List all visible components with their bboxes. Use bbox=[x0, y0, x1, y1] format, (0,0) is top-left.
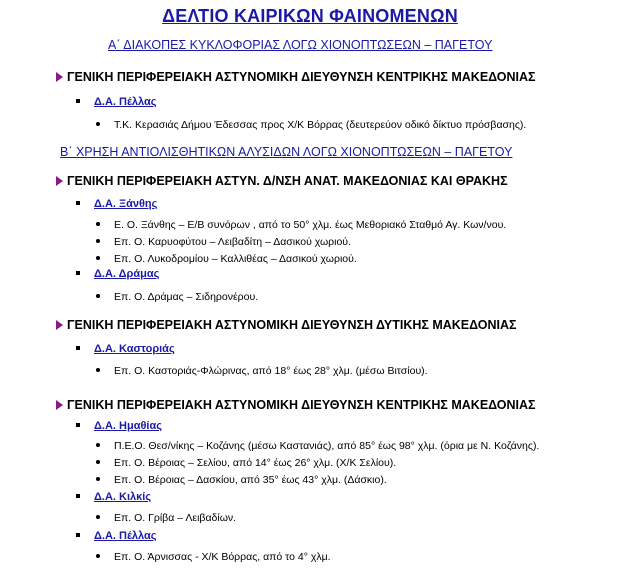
dept-label: Δ.Α. Καστοριάς bbox=[94, 343, 175, 355]
item-text: Τ.Κ. Κερασιάς Δήμου Έδεσσας προς Χ/Κ Βόρρας (δευτερεύον οδικό δίκτυο πρόσβασης). bbox=[114, 119, 527, 131]
directorate-east-macedonia-thrace bbox=[56, 174, 508, 188]
list-item bbox=[96, 474, 387, 486]
square-bullet-icon bbox=[76, 201, 80, 205]
dot-bullet-icon bbox=[96, 443, 100, 447]
dot-bullet-icon bbox=[96, 122, 100, 126]
item-text: Ε. Ο. Ξάνθης – Ε/Β συνόρων , από το 50° χλμ. έως Μεθοριακό Σταθμό Αγ. Κων/νου. bbox=[114, 219, 507, 231]
item-text: Επ. Ο. Καστοριάς-Φλώρινας, από 18° έως 28° χλμ. (μέσω Βιτσίου). bbox=[114, 365, 428, 377]
dot-bullet-icon bbox=[96, 256, 100, 260]
directorate-west-macedonia bbox=[56, 318, 517, 332]
list-item bbox=[96, 551, 331, 563]
arrow-bullet-icon bbox=[56, 176, 63, 186]
directorate-central-macedonia-2 bbox=[56, 398, 536, 412]
list-item bbox=[96, 253, 357, 265]
list-item bbox=[96, 291, 258, 303]
dot-bullet-icon bbox=[96, 554, 100, 558]
arrow-bullet-icon bbox=[56, 320, 63, 330]
directorate-label: ΓΕΝΙΚΗ ΠΕΡΙΦΕΡΕΙΑΚΗ ΑΣΤΥΝΟΜΙΚΗ ΔΙΕΥΘΥΝΣΗ ΔΥΤΙΚΗΣ ΜΑΚΕΔΟΝΙΑΣ bbox=[67, 318, 517, 332]
list-item bbox=[96, 119, 526, 131]
document-title: ΔΕΛΤΙΟ ΚΑΙΡΙΚΩΝ ΦΑΙΝΟΜΕΝΩΝ bbox=[162, 6, 458, 26]
item-text: Επ. Ο. Γρίβα – Λειβαδίων. bbox=[114, 512, 237, 524]
dept-pellas-2 bbox=[76, 530, 157, 542]
dept-label: Δ.Α. Πέλλας bbox=[94, 530, 157, 542]
section-a-heading: Α΄ ΔΙΑΚΟΠΕΣ ΚΥΚΛΟΦΟΡΙΑΣ ΛΟΓΩ ΧΙΟΝΟΠΤΩΣΕΩΝ – ΠΑΓΕΤΟΥ bbox=[108, 38, 493, 52]
square-bullet-icon bbox=[76, 533, 80, 537]
dept-label: Δ.Α. Ημαθίας bbox=[94, 420, 162, 432]
square-bullet-icon bbox=[76, 494, 80, 498]
item-text: Επ. Ο. Βέροιας – Σελίου, από 14° έως 26° χλμ. (Χ/Κ Σελίου). bbox=[114, 457, 397, 469]
square-bullet-icon bbox=[76, 271, 80, 275]
dept-kastorias bbox=[76, 343, 175, 355]
dot-bullet-icon bbox=[96, 368, 100, 372]
dept-label: Δ.Α. Κιλκίς bbox=[94, 491, 152, 503]
dept-label: Δ.Α. Δράμας bbox=[94, 268, 160, 280]
dept-dramas bbox=[76, 268, 159, 280]
dept-kilkis bbox=[76, 491, 151, 503]
dot-bullet-icon bbox=[96, 239, 100, 243]
dept-xanthis bbox=[76, 198, 157, 210]
section-b-heading: Β΄ ΧΡΗΣΗ ΑΝΤΙΟΛΙΣΘΗΤΙΚΩΝ ΑΛΥΣΙΔΩΝ ΛΟΓΩ ΧΙΟΝΟΠΤΩΣΕΩΝ – ΠΑΓΕΤΟΥ bbox=[60, 145, 513, 159]
item-text: Επ. Ο. Καρυοφύτου – Λειβαδίτη – Δασικού χωριού. bbox=[114, 236, 351, 248]
dot-bullet-icon bbox=[96, 515, 100, 519]
dot-bullet-icon bbox=[96, 222, 100, 226]
directorate-central-macedonia bbox=[56, 70, 536, 84]
directorate-label: ΓΕΝΙΚΗ ΠΕΡΙΦΕΡΕΙΑΚΗ ΑΣΤΥΝΟΜΙΚΗ ΔΙΕΥΘΥΝΣΗ ΚΕΝΤΡΙΚΗΣ ΜΑΚΕΔΟΝΙΑΣ bbox=[67, 70, 536, 84]
dot-bullet-icon bbox=[96, 460, 100, 464]
arrow-bullet-icon bbox=[56, 400, 63, 410]
item-text: Επ. Ο. Άρνισσας - Χ/Κ Βόρρας, από το 4° χλμ. bbox=[114, 551, 331, 563]
item-text: Επ. Ο. Λυκοδρομίου – Καλλιθέας – Δασικού χωριού. bbox=[114, 253, 357, 265]
item-text: Επ. Ο. Δράμας – Σιδηρονέρου. bbox=[114, 291, 259, 303]
list-item bbox=[96, 236, 351, 248]
item-text: Επ. Ο. Βέροιας – Δασκίου, από 35° έως 43° χλμ. (Δάσκιο). bbox=[114, 474, 387, 486]
list-item bbox=[96, 512, 236, 524]
dept-label: Δ.Α. Ξάνθης bbox=[94, 198, 158, 210]
list-item bbox=[96, 457, 396, 469]
list-item bbox=[96, 440, 539, 452]
dot-bullet-icon bbox=[96, 477, 100, 481]
list-item bbox=[96, 365, 428, 377]
dept-label: Δ.Α. Πέλλας bbox=[94, 96, 157, 108]
list-item bbox=[96, 219, 506, 231]
arrow-bullet-icon bbox=[56, 72, 63, 82]
square-bullet-icon bbox=[76, 423, 80, 427]
dot-bullet-icon bbox=[96, 294, 100, 298]
item-text: Π.Ε.Ο. Θεσ/νίκης – Κοζάνης (μέσω Καστανιάς), από 85° έως 98° χλμ. (όρια με Ν. Κοζάνης). bbox=[114, 440, 540, 452]
directorate-label: ΓΕΝΙΚΗ ΠΕΡΙΦΕΡΕΙΑΚΗ ΑΣΤΥΝΟΜΙΚΗ ΔΙΕΥΘΥΝΣΗ ΚΕΝΤΡΙΚΗΣ ΜΑΚΕΔΟΝΙΑΣ bbox=[67, 398, 536, 412]
square-bullet-icon bbox=[76, 346, 80, 350]
dept-pellas bbox=[76, 96, 157, 108]
square-bullet-icon bbox=[76, 99, 80, 103]
directorate-label: ΓΕΝΙΚΗ ΠΕΡΙΦΕΡΕΙΑΚΗ ΑΣΤΥΝ. Δ/ΝΣΗ ΑΝΑΤ. ΜΑΚΕΔΟΝΙΑΣ ΚΑΙ ΘΡΑΚΗΣ bbox=[67, 174, 508, 188]
dept-imathias bbox=[76, 420, 162, 432]
